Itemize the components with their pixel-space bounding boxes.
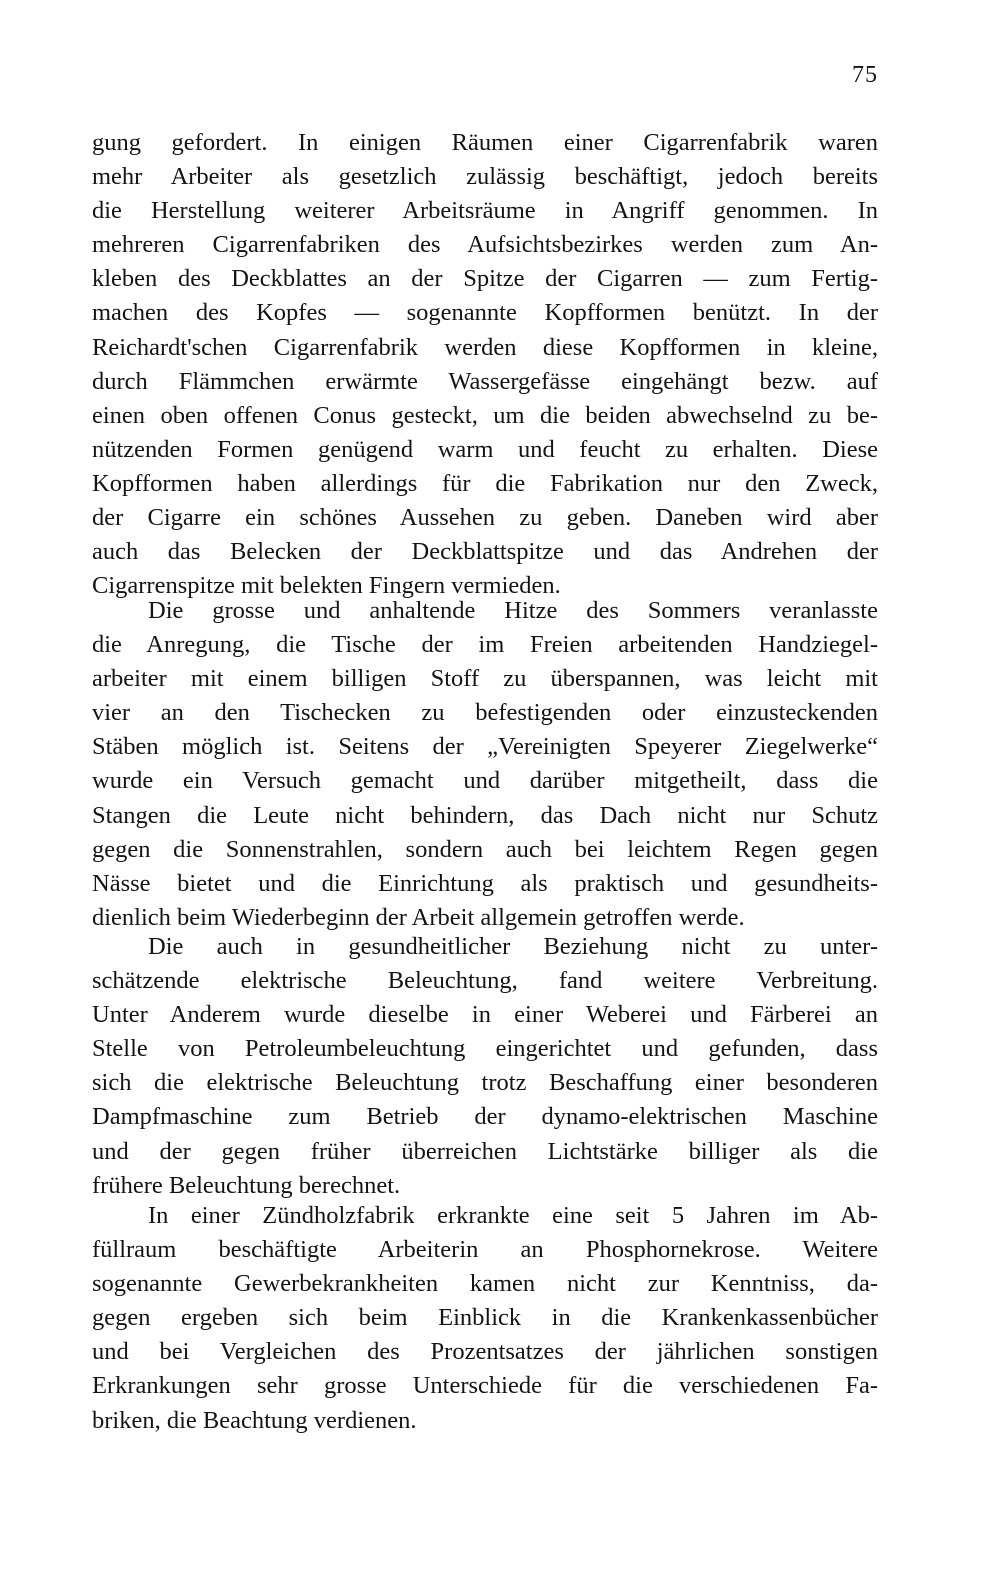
text-line: briken, die Beachtung verdienen.: [92, 1406, 417, 1434]
text-line: Cigarrenspitze mit belekten Fingern vermieden.: [92, 572, 561, 600]
text-line: gegen die Sonnenstrahlen, sondern auch bei leichtem Regen gegen: [92, 835, 878, 863]
text-line: dienlich beim Wiederbeginn der Arbeit allgemein getroffen werde.: [92, 903, 745, 931]
text-line: gegen ergeben sich beim Einblick in die Krankenkassenbücher: [92, 1304, 878, 1332]
text-line: vier an den Tischecken zu befestigenden oder einzusteckenden: [92, 699, 878, 727]
text-line: mehreren Cigarrenfabriken des Aufsichtsbezirkes werden zum An-: [92, 231, 878, 259]
text-line: arbeiter mit einem billigen Stoff zu überspannen, was leicht mit: [92, 665, 878, 693]
text-line: machen des Kopfes — sogenannte Kopfformen benützt. In der: [92, 299, 878, 327]
text-line: auch das Belecken der Deckblattspitze und das Andrehen der: [92, 538, 878, 566]
text-line: kleben des Deckblattes an der Spitze der Cigarren — zum Fertig-: [92, 265, 878, 293]
text-line: Stelle von Petroleumbeleuchtung eingerichtet und gefunden, dass: [92, 1035, 878, 1063]
text-line: füllraum beschäftigte Arbeiterin an Phosphornekrose. Weitere: [92, 1236, 878, 1264]
text-line: In einer Zündholzfabrik erkrankte eine seit 5 Jahren im Ab-: [148, 1202, 878, 1229]
paragraph-2: [92, 594, 878, 935]
text-line: die Anregung, die Tische der im Freien arbeitenden Handziegel-: [92, 631, 878, 659]
text-line: Dampfmaschine zum Betrieb der dynamo-elektrischen Maschine: [92, 1103, 878, 1131]
text-line: Unter Anderem wurde dieselbe in einer Weberei und Färberei an: [92, 1001, 878, 1029]
text-line: mehr Arbeiter als gesetzlich zulässig beschäftigt, jedoch bereits: [92, 163, 878, 191]
paragraph-1: [92, 126, 878, 603]
text-line: Reichardt'schen Cigarrenfabrik werden diese Kopfformen in kleine,: [92, 333, 878, 361]
text-line: einen oben offenen Conus gesteckt, um die beiden abwechselnd zu be-: [92, 401, 878, 429]
text-line: nützenden Formen genügend warm und feucht zu erhalten. Diese: [92, 435, 878, 463]
page-number: 75: [852, 62, 878, 88]
text-line: schätzende elektrische Beleuchtung, fand weitere Verbreitung.: [92, 967, 878, 995]
paragraph-4: [92, 1199, 878, 1438]
text-line: Nässe bietet und die Einrichtung als praktisch und gesundheits-: [92, 869, 878, 897]
text-line: durch Flämmchen erwärmte Wassergefässe eingehängt bezw. auf: [92, 367, 878, 395]
text-line: Die grosse und anhaltende Hitze des Sommers veranlasste: [148, 597, 878, 624]
text-line: und bei Vergleichen des Prozentsatzes der jährlichen sonstigen: [92, 1338, 878, 1366]
text-line: sogenannte Gewerbekrankheiten kamen nicht zur Kenntniss, da-: [92, 1270, 878, 1298]
text-line: der Cigarre ein schönes Aussehen zu geben. Daneben wird aber: [92, 504, 878, 532]
text-line: frühere Beleuchtung berechnet.: [92, 1171, 401, 1199]
text-line: die Herstellung weiterer Arbeitsräume in Angriff genommen. In: [92, 197, 878, 225]
text-line: Kopfformen haben allerdings für die Fabrikation nur den Zweck,: [92, 469, 878, 497]
paragraph-3: [92, 930, 878, 1203]
text-line: Stäben möglich ist. Seitens der „Vereinigten Speyerer Ziegelwerke“: [92, 733, 878, 761]
text-line: und der gegen früher überreichen Lichtstärke billiger als die: [92, 1137, 878, 1165]
text-line: gung gefordert. In einigen Räumen einer Cigarrenfabrik waren: [92, 129, 878, 156]
text-line: Die auch in gesundheitlicher Beziehung nicht zu unter-: [148, 933, 878, 960]
text-line: wurde ein Versuch gemacht und darüber mitgetheilt, dass die: [92, 767, 878, 795]
text-line: Erkrankungen sehr grosse Unterschiede für die verschiedenen Fa-: [92, 1372, 878, 1400]
text-line: sich die elektrische Beleuchtung trotz Beschaffung einer besonderen: [92, 1069, 878, 1097]
text-line: Stangen die Leute nicht behindern, das Dach nicht nur Schutz: [92, 801, 878, 829]
